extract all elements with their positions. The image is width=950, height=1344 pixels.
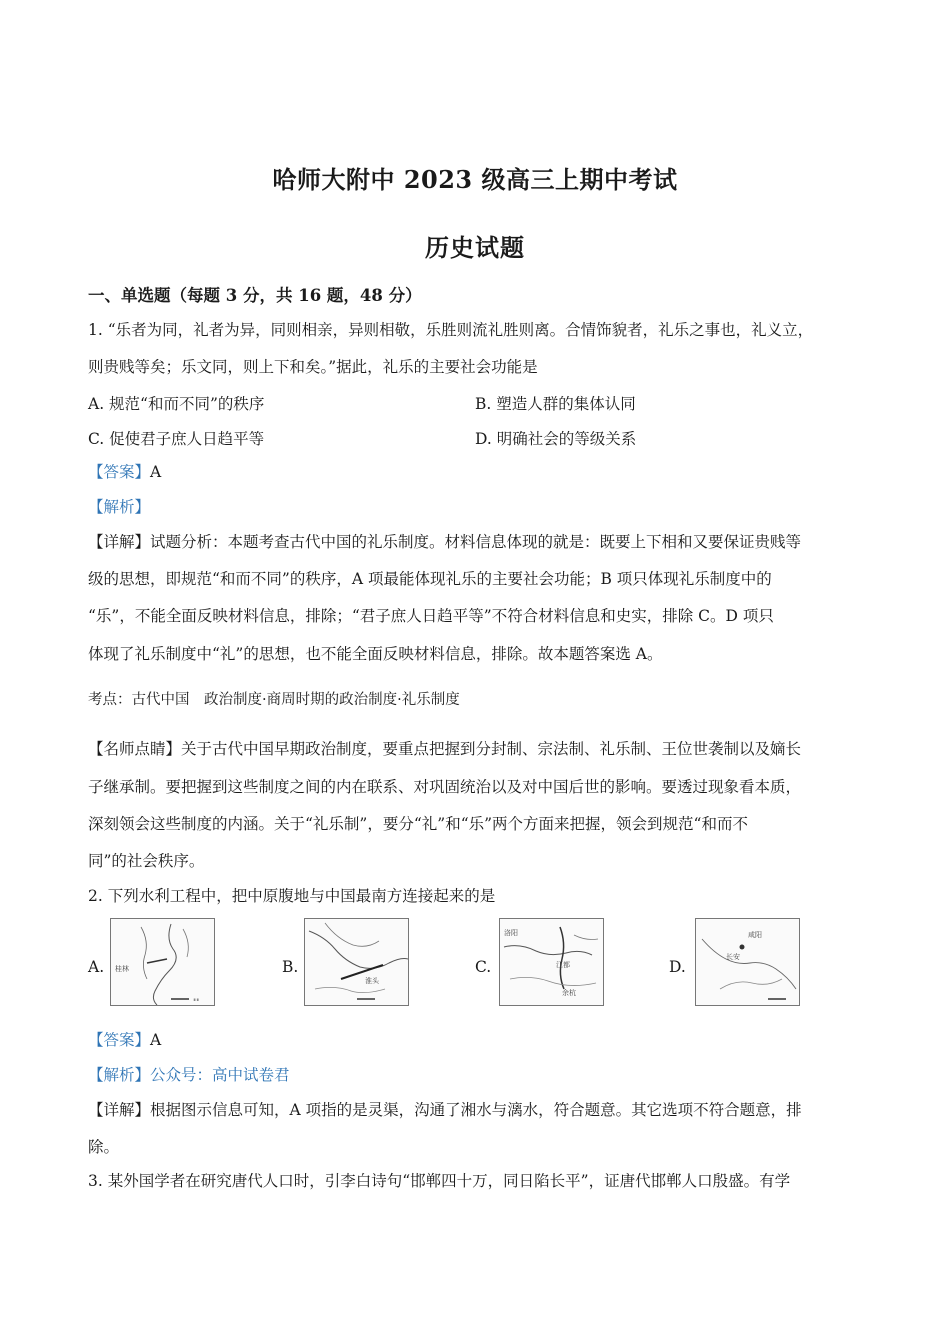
answer-value: A — [150, 463, 162, 481]
map-b-drawing — [305, 919, 408, 1005]
answer-tag: 【答案】 — [88, 1031, 151, 1049]
q1-detail-line1: 【详解】试题分析：本题考查古代中国的礼乐制度。材料信息体现的就是：既要上下相和又要保证贵贱等 — [88, 533, 802, 551]
q1-stem-line1: 1. “乐者为同，礼者为异，同则相亲，异则相敬，乐胜则流礼胜则离。合情饰貌者，礼乐之事也，礼义立， — [88, 321, 814, 339]
analysis-tag: 【解析】 — [88, 1066, 151, 1084]
q3-stem-line1: 3. 某外国学者在研究唐代人口时，引李白诗句“邯郸四十万，同日陷长平”，证唐代邯郸人口殷盛。有学 — [88, 1172, 791, 1190]
map-d-label-2: 长安 — [726, 953, 740, 961]
q2-map-d — [695, 918, 800, 1006]
exam-subtitle: 历史试题 — [425, 233, 525, 262]
q1-detail-line2: 级的思想，即规范“和而不同”的秩序，A 项最能体现礼乐的主要社会功能；B 项只体现礼乐制度中的 — [88, 570, 772, 588]
q1-option-b: B. 塑造人群的集体认同 — [475, 395, 636, 413]
q1-tip-line2: 子继承制。要把握到这些制度之间的内在联系、对巩固统治以及对中国后世的影响。要透过现象看本质， — [88, 778, 802, 796]
map-b-label: 淮头 — [365, 977, 379, 985]
q1-tip-line3: 深刻领会这些制度的内涵。关于“礼乐制”，要分“礼”和“乐”两个方面来把握，领会到规范“和而不 — [88, 815, 748, 833]
map-a-drawing — [111, 919, 214, 1005]
q2-stem: 2. 下列水利工程中，把中原腹地与中国最南方连接起来的是 — [88, 887, 496, 905]
map-a-label: 桂林 — [115, 965, 129, 973]
q1-analysis-tag: 【解析】 — [88, 498, 151, 516]
q2-analysis — [88, 1064, 290, 1086]
q2-answer — [88, 1029, 161, 1051]
map-d-drawing — [696, 919, 799, 1005]
q1-option-d: D. 明确社会的等级关系 — [475, 430, 637, 448]
map-c-drawing — [500, 919, 603, 1005]
q1-option-a: A. 规范“和而不同”的秩序 — [88, 395, 265, 413]
exam-title: 哈师大附中 2023 级高三上期中考试 — [272, 165, 678, 194]
map-c-label-1: 洛阳 — [504, 929, 518, 937]
svg-text:∎∎: ∎∎ — [193, 997, 200, 1003]
q2-label-a: A. — [88, 958, 105, 976]
q2-map-b — [304, 918, 409, 1006]
q2-detail-line1: 【详解】根据图示信息可知，A 项指的是灵渠，沟通了湘水与漓水，符合题意。其它选项不符合题意，排 — [88, 1101, 802, 1119]
analysis-note: 公众号：高中试卷君 — [150, 1066, 290, 1084]
q2-label-c: C. — [475, 958, 492, 976]
q1-detail-line3: “乐”，不能全面反映材料信息，排除；“君子庶人日趋平等”不符合材料信息和史实，排除 C。D 项只 — [88, 607, 774, 625]
q2-label-b: B. — [282, 958, 299, 976]
map-d-label-1: 咸阳 — [748, 931, 762, 939]
q1-tip-line1: 【名师点睛】关于古代中国早期政治制度，要重点把握到分封制、宗法制、礼乐制、王位世袭制以及嫡长 — [88, 740, 802, 758]
q1-answer — [88, 461, 161, 483]
map-c-label-2: 江都 — [556, 961, 570, 969]
answer-value: A — [150, 1031, 162, 1049]
q2-map-a — [110, 918, 215, 1006]
map-c-label-3: 余杭 — [562, 989, 576, 997]
answer-tag: 【答案】 — [88, 463, 151, 481]
q1-kaodian: 考点：古代中国 政治制度·商周时期的政治制度·礼乐制度 — [88, 692, 460, 708]
section-heading: 一、单选题（每题 3 分，共 16 题，48 分） — [88, 286, 422, 305]
q2-map-c — [499, 918, 604, 1006]
q1-option-c: C. 促使君子庶人日趋平等 — [88, 430, 265, 448]
q1-detail-line4: 体现了礼乐制度中“礼”的思想，也不能全面反映材料信息，排除。故本题答案选 A。 — [88, 645, 663, 663]
q1-tip-line4: 同”的社会秩序。 — [88, 852, 205, 870]
q1-stem-line2: 则贵贱等矣；乐文同，则上下和矣。”据此，礼乐的主要社会功能是 — [88, 358, 538, 376]
q2-detail-line2: 除。 — [88, 1138, 120, 1156]
q2-label-d: D. — [669, 958, 686, 976]
